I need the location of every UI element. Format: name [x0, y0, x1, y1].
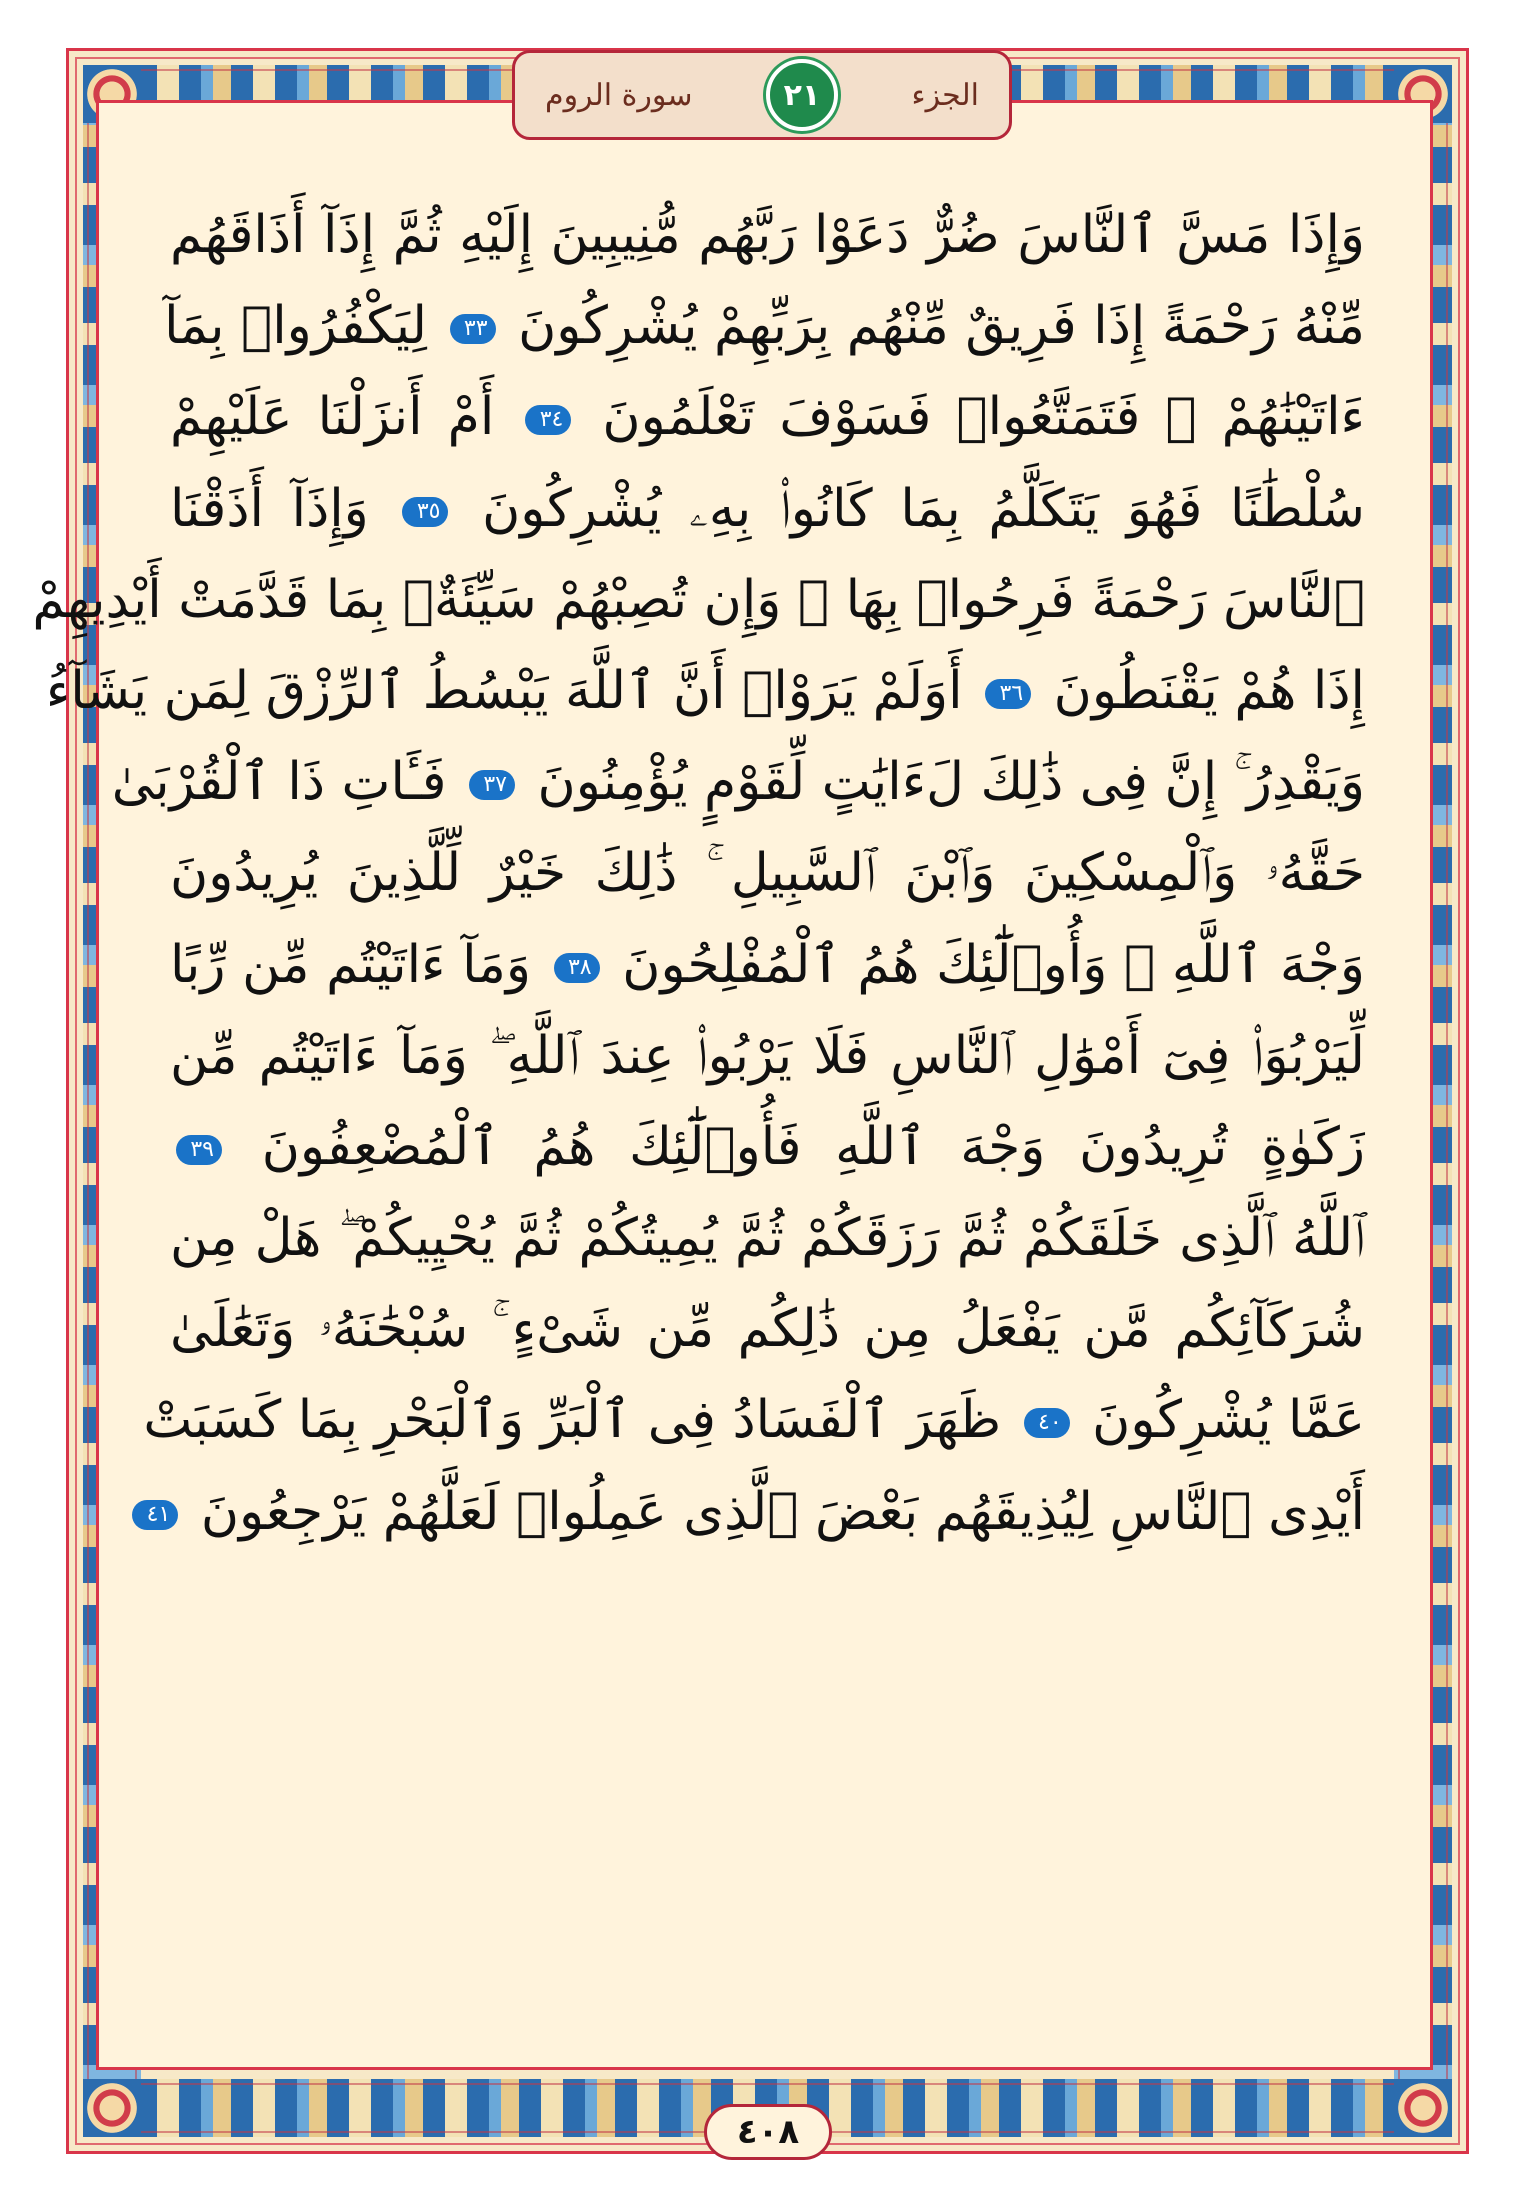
- line-text-continued: لِيَكْفُرُوا۟ بِمَآ: [164, 296, 427, 357]
- line-text-continued: ظَهَرَ ٱلْفَسَادُ فِى ٱلْبَرِّ وَٱلْبَحْرِ بِمَا كَسَبَتْ: [143, 1390, 1002, 1451]
- verse-line: [170, 190, 1365, 281]
- ayah-number-marker: ٣٨: [554, 953, 600, 983]
- verse-line: [45, 646, 1365, 737]
- page-number: ٤٠٨: [704, 2104, 832, 2160]
- line-text: وَيَقْدِرُ ۚ إِنَّ فِى ذَٰلِكَ لَءَايَٰتٍ لِّقَوْمٍ يُؤْمِنُونَ: [537, 752, 1365, 813]
- verses: [32, 190, 1366, 1558]
- line-text: وَجْهَ ٱللَّهِ ۖ وَأُو۟لَٰٓئِكَ هُمُ ٱلْمُفْلِحُونَ: [622, 934, 1366, 995]
- line-text: إِذَا هُمْ يَقْنَطُونَ: [1053, 660, 1365, 721]
- verse-line: [170, 828, 1365, 919]
- line-text: ٱللَّهُ ٱلَّذِى خَلَقَكُمْ ثُمَّ رَزَقَكُمْ ثُمَّ يُمِيتُكُمْ ثُمَّ يُحْيِيكُمْ ۖ هَلْ مِن: [170, 1208, 1365, 1269]
- juz-label: الجزء: [911, 77, 979, 113]
- line-text-continued: فَـَٔاتِ ذَا ٱلْقُرْبَىٰ: [111, 752, 447, 813]
- line-text-continued: وَمَآ ءَاتَيْتُم مِّن رِّبًا: [170, 934, 531, 995]
- verse-line: [146, 1467, 1365, 1558]
- ayah-number-marker: ٣٩: [176, 1135, 222, 1165]
- line-text-continued: وَإِذَآ أَذَقْنَا: [170, 478, 369, 539]
- verse-line: [143, 1375, 1365, 1466]
- corner-ornament: [1394, 2079, 1452, 2137]
- line-text: ٱلنَّاسَ رَحْمَةً فَرِحُوا۟ بِهَا ۖ وَإِن تُصِبْهُمْ سَيِّئَةٌۢ بِمَا قَدَّمَتْ أَيْدِيهِمْ: [32, 569, 1365, 630]
- verse-line: [111, 737, 1365, 828]
- line-text: عَمَّا يُشْرِكُونَ: [1092, 1390, 1365, 1451]
- line-text: شُرَكَآئِكُم مَّن يَفْعَلُ مِن ذَٰلِكُم مِّن شَىْءٍ ۚ سُبْحَٰنَهُۥ وَتَعَٰلَىٰ: [170, 1299, 1365, 1360]
- ayah-number-marker: ٣٦: [985, 679, 1031, 709]
- ayah-number-marker: ٤١: [132, 1500, 178, 1530]
- line-text: سُلْطَٰنًا فَهُوَ يَتَكَلَّمُ بِمَا كَانُوا۟ بِهِۦ يُشْرِكُونَ: [482, 478, 1365, 539]
- line-text: ءَاتَيْنَٰهُمْ ۚ فَتَمَتَّعُوا۟ فَسَوْفَ تَعْلَمُونَ: [602, 387, 1365, 448]
- verse-line: [170, 1284, 1365, 1375]
- page-header: [512, 50, 1012, 140]
- line-text-continued: أَوَلَمْ يَرَوْا۟ أَنَّ ٱللَّهَ يَبْسُطُ ٱلرِّزْقَ لِمَن يَشَآءُ: [45, 660, 963, 721]
- juz-number-badge: ٢١: [766, 59, 838, 131]
- corner-ornament: [83, 2079, 141, 2137]
- line-text-continued: أَمْ أَنزَلْنَا عَلَيْهِمْ: [170, 387, 495, 448]
- ayah-number-marker: ٤٠: [1024, 1408, 1070, 1438]
- line-text: أَيْدِى ٱلنَّاسِ لِيُذِيقَهُم بَعْضَ ٱلَّذِى عَمِلُوا۟ لَعَلَّهُمْ يَرْجِعُونَ: [200, 1481, 1365, 1542]
- surah-name: سورة الروم: [545, 77, 693, 113]
- verse-line: [170, 920, 1365, 1011]
- verse-line: [170, 1011, 1365, 1102]
- verse-line: [32, 555, 1365, 646]
- line-text: لِّيَرْبُوَا۟ فِىٓ أَمْوَٰلِ ٱلنَّاسِ فَلَا يَرْبُوا۟ عِندَ ٱللَّهِ ۖ وَمَآ ءَاتَيْتُم مِّن: [170, 1025, 1365, 1086]
- verse-line: [170, 464, 1365, 555]
- line-text: وَإِذَا مَسَّ ٱلنَّاسَ ضُرٌّ دَعَوْا رَبَّهُم مُّنِيبِينَ إِلَيْهِ ثُمَّ إِذَآ أَذَاقَهُم: [170, 205, 1365, 265]
- line-text: مِّنْهُ رَحْمَةً إِذَا فَرِيقٌ مِّنْهُم بِرَبِّهِمْ يُشْرِكُونَ: [518, 296, 1365, 357]
- verse-line: [164, 281, 1365, 372]
- line-text: زَكَوٰةٍ تُرِيدُونَ وَجْهَ ٱللَّهِ فَأُو۟لَٰٓئِكَ هُمُ ٱلْمُضْعِفُونَ: [261, 1116, 1366, 1177]
- ayah-number-marker: ٣٥: [402, 497, 448, 527]
- verse-line: [170, 372, 1365, 463]
- line-text: حَقَّهُۥ وَٱلْمِسْكِينَ وَٱبْنَ ٱلسَّبِيلِ ۚ ذَٰلِكَ خَيْرٌ لِّلَّذِينَ يُرِيدُونَ: [170, 843, 1365, 904]
- ayah-number-marker: ٣٧: [469, 770, 515, 800]
- verse-line: [170, 1193, 1365, 1284]
- verse-line: [170, 1102, 1365, 1193]
- ayah-number-marker: ٣٤: [525, 405, 571, 435]
- ayah-number-marker: ٣٣: [450, 314, 496, 344]
